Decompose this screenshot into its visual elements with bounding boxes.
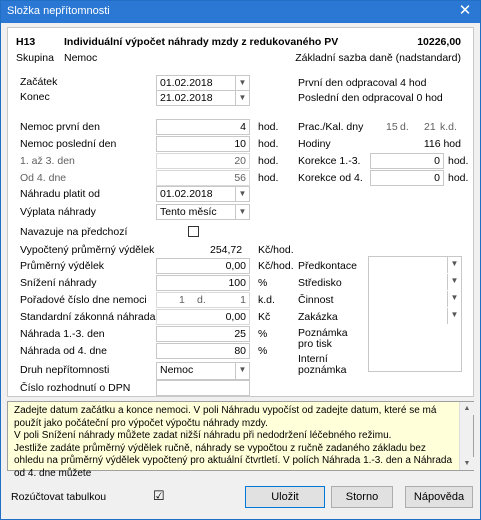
payment-value: Tento měsíc bbox=[160, 206, 217, 218]
start-label: Začátek bbox=[20, 76, 58, 88]
hours-label: Hodiny bbox=[298, 138, 331, 150]
reduction-value: 100 bbox=[228, 277, 246, 289]
info-paragraph-3: Jestliže zadáte průměrný výdělek ručně, náhrady se vypočtou z ručně zadaného základu bez ohledu na průměrný výdělek vypočtený pro aktuální čtvrtletí. V polích Náhrada 1.-3. den a Náhrada od 4. dne můžete bbox=[14, 442, 453, 479]
work-days-unit: d. bbox=[400, 121, 409, 133]
zakazka-dropdown-icon[interactable]: ▼ bbox=[447, 308, 461, 324]
order-unit-2: k.d. bbox=[258, 294, 275, 306]
avg-earnings-value: 254,72 bbox=[210, 244, 243, 256]
header-name: Individuální výpočet náhrady mzdy z redukovaného PV bbox=[64, 36, 339, 48]
hours-unit: hod. bbox=[258, 155, 279, 167]
pay-from-value: 01.02.2018 bbox=[160, 188, 213, 200]
first-day-label: Nemoc první den bbox=[20, 121, 100, 133]
tax-base-label: Základní sazba daně (nadstandard) bbox=[295, 52, 461, 64]
comp-4-label: Náhrada od 4. dne bbox=[20, 345, 107, 357]
correction-2-field[interactable] bbox=[370, 170, 444, 186]
first-day-note: První den odpracoval 4 hod bbox=[298, 77, 427, 89]
continue-checkbox[interactable] bbox=[188, 226, 199, 237]
comp-4-value: 80 bbox=[234, 345, 246, 357]
split-table-label: Rozúčtovat tabulkou bbox=[11, 491, 107, 503]
payment-select[interactable] bbox=[156, 204, 250, 220]
std-comp-label: Standardní zákonná náhrada bbox=[20, 311, 156, 323]
comp-1-3-value: 25 bbox=[234, 328, 246, 340]
predkontace-label: Předkontace bbox=[298, 260, 357, 272]
cinnost-dropdown-icon[interactable]: ▼ bbox=[447, 291, 461, 307]
chevron-down-icon[interactable]: ▼ bbox=[235, 363, 249, 379]
absence-type-select[interactable] bbox=[156, 362, 250, 380]
chevron-down-icon[interactable]: ▼ bbox=[235, 91, 249, 105]
days-4-field bbox=[156, 170, 250, 186]
scroll-down-icon[interactable]: ▼ bbox=[460, 457, 474, 470]
end-date-field[interactable] bbox=[156, 90, 250, 106]
stredisko-dropdown-icon[interactable]: ▼ bbox=[447, 274, 461, 290]
end-date-value: 21.02.2018 bbox=[160, 92, 213, 104]
start-date-value: 01.02.2018 bbox=[160, 77, 213, 89]
note-print-label-2: pro tisk bbox=[298, 338, 332, 350]
cal-days-label: Prac./Kal. dny bbox=[298, 121, 364, 133]
work-days-value: 15 bbox=[386, 121, 398, 133]
last-day-note: Poslední den odpracoval 0 hod bbox=[298, 92, 443, 104]
order-label: Pořadové číslo dne nemoci bbox=[20, 294, 147, 306]
correction-2-label: Korekce od 4. bbox=[298, 172, 363, 184]
info-paragraph-2: V poli Snížení náhrady můžete zadat nižší náhradu při nedodržení léčebného režimu. bbox=[14, 430, 392, 441]
continue-label: Navazuje na předchozí bbox=[20, 226, 128, 238]
order-field bbox=[156, 292, 250, 308]
window-title: Složka nepřítomnosti bbox=[7, 5, 110, 17]
zakazka-label: Zakázka bbox=[298, 311, 338, 323]
group-value: Nemoc bbox=[64, 52, 98, 64]
std-comp-unit: Kč bbox=[258, 311, 271, 323]
hours-unit: hod. bbox=[258, 138, 279, 150]
order-value: 1 bbox=[179, 294, 185, 306]
std-comp-value: 0,00 bbox=[225, 311, 246, 323]
header-amount: 10226,00 bbox=[417, 36, 461, 48]
info-scrollbar[interactable] bbox=[459, 402, 473, 470]
correction-1-value: 0 bbox=[434, 155, 440, 167]
save-button[interactable]: Uložit bbox=[245, 486, 325, 508]
absence-type-value: Nemoc bbox=[160, 364, 194, 376]
close-icon[interactable]: ✕ bbox=[458, 2, 472, 19]
comp-1-3-unit: % bbox=[258, 328, 268, 340]
order-value-2: 1 bbox=[240, 294, 246, 306]
pay-from-field[interactable] bbox=[156, 186, 250, 202]
correction-unit: hod. bbox=[448, 172, 469, 184]
scroll-up-icon[interactable]: ▲ bbox=[460, 402, 474, 415]
dpn-field[interactable] bbox=[156, 380, 250, 396]
last-day-hours-value: 10 bbox=[234, 138, 246, 150]
info-paragraph-1: Zadejte datum začátku a konce nemoci. V poli Náhradu vypočíst od zadejte datum, které se má použít jako počáteční pro výpočet výpočtu náhrady mzdy. bbox=[14, 405, 437, 429]
reduction-field[interactable] bbox=[156, 275, 250, 291]
first-day-hours-value: 4 bbox=[240, 121, 246, 133]
avg-earnings-unit: Kč/hod. bbox=[258, 244, 294, 256]
last-day-hours-field[interactable] bbox=[156, 136, 250, 152]
avg2-value: 0,00 bbox=[225, 260, 246, 272]
group-label: Skupina bbox=[16, 52, 54, 64]
dpn-label: Číslo rozhodnutí o DPN bbox=[20, 382, 131, 394]
first-day-hours-field[interactable] bbox=[156, 119, 250, 135]
avg-earnings-label: Vypočtený průměrný výdělek bbox=[20, 244, 155, 256]
hours-value: 116 hod bbox=[423, 138, 461, 150]
help-button[interactable]: Nápověda bbox=[405, 486, 473, 508]
days-4-label: Od 4. dne bbox=[20, 172, 67, 184]
comp-4-field[interactable] bbox=[156, 343, 250, 359]
days-1-3-label: 1. až 3. den bbox=[20, 155, 75, 167]
cal-days-unit: k.d. bbox=[440, 121, 457, 133]
cinnost-label: Činnost bbox=[298, 294, 334, 306]
correction-2-value: 0 bbox=[434, 172, 440, 184]
cancel-button[interactable]: Storno bbox=[331, 486, 393, 508]
accounting-fields-box bbox=[368, 256, 462, 372]
chevron-down-icon[interactable]: ▼ bbox=[235, 187, 249, 201]
comp-1-3-field[interactable] bbox=[156, 326, 250, 342]
header-code: H13 bbox=[16, 36, 36, 48]
absence-type-label: Druh nepřítomnosti bbox=[20, 364, 110, 376]
avg2-unit: Kč/hod. bbox=[258, 260, 294, 272]
cal-days-value: 21 bbox=[424, 121, 436, 133]
predkontace-dropdown-icon[interactable]: ▼ bbox=[447, 257, 461, 273]
reduction-unit: % bbox=[258, 277, 268, 289]
info-box bbox=[7, 401, 474, 479]
reduction-label: Snížení náhrady bbox=[20, 277, 97, 289]
last-day-label: Nemoc poslední den bbox=[20, 138, 117, 150]
note-print-label-1: Poznámka bbox=[298, 327, 348, 339]
days-4-value: 56 bbox=[234, 172, 246, 184]
correction-unit: hod. bbox=[448, 155, 469, 167]
title-bar bbox=[1, 1, 480, 23]
std-comp-field bbox=[156, 309, 250, 325]
comp-1-3-label: Náhrada 1.-3. den bbox=[20, 328, 105, 340]
correction-1-label: Korekce 1.-3. bbox=[298, 155, 361, 167]
pay-from-label: Náhradu platit od bbox=[20, 188, 100, 200]
internal-note-label-1: Interní bbox=[298, 353, 328, 365]
main-panel bbox=[7, 27, 474, 397]
comp-4-unit: % bbox=[258, 345, 268, 357]
correction-1-field[interactable] bbox=[370, 153, 444, 169]
days-1-3-field bbox=[156, 153, 250, 169]
split-table-checkbox[interactable]: ☑ bbox=[153, 488, 165, 503]
chevron-down-icon[interactable]: ▼ bbox=[235, 205, 249, 219]
order-unit: d. bbox=[197, 294, 206, 306]
start-date-field[interactable] bbox=[156, 75, 250, 91]
chevron-down-icon[interactable]: ▼ bbox=[235, 76, 249, 90]
stredisko-label: Středisko bbox=[298, 277, 342, 289]
avg2-field[interactable] bbox=[156, 258, 250, 274]
end-label: Konec bbox=[20, 91, 50, 103]
payment-label: Výplata náhrady bbox=[20, 206, 96, 218]
days-1-3-value: 20 bbox=[234, 155, 246, 167]
hours-unit: hod. bbox=[258, 172, 279, 184]
hours-unit: hod. bbox=[258, 121, 279, 133]
avg2-label: Průměrný výdělek bbox=[20, 260, 105, 272]
internal-note-label-2: poznámka bbox=[298, 364, 347, 376]
